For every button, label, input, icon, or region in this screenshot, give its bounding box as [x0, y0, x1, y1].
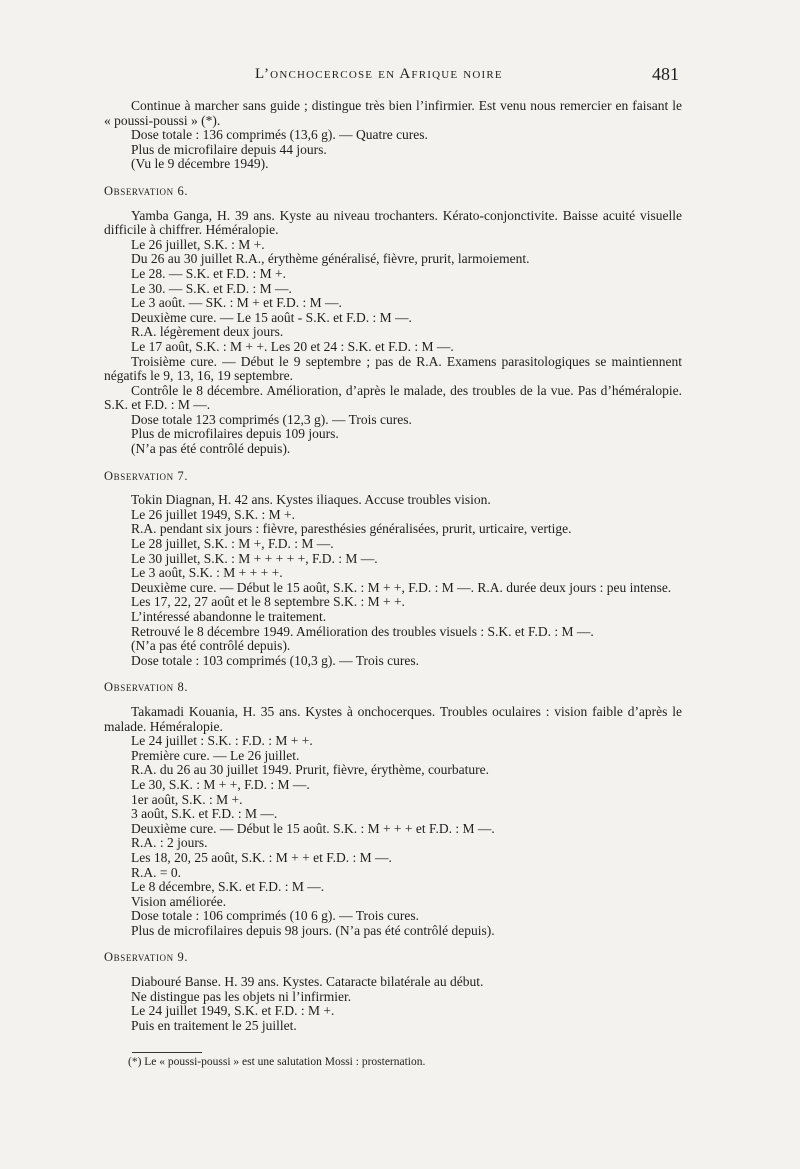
running-head [0, 66, 800, 90]
text-line: Ne distingue pas les objets ni l’infirmier. [131, 988, 352, 1004]
observation-heading: Observation 8. [104, 680, 189, 695]
text-line: Retrouvé le 8 décembre 1949. Amélioration des troubles visuels : S.K. et F.D. : M —. [131, 623, 594, 639]
text-line: Takamadi Kouania, H. 35 ans. Kystes à onchocerques. Troubles oculaires : vision faible d’après le malade. Héméralopie. [104, 703, 682, 734]
observation-block [104, 99, 682, 172]
text-line: R.A. du 26 au 30 juillet 1949. Prurit, fièvre, érythème, courbature. [131, 762, 490, 778]
text-line: Le 30, S.K. : M + +, F.D. : M —. [131, 776, 310, 792]
text-line: Dose totale : 106 comprimés (10 6 g). — Trois cures. [131, 908, 419, 924]
text-line: Deuxième cure. — Le 15 août - S.K. et F.D. : M —. [131, 309, 412, 325]
text-line: R.A. : 2 jours. [131, 835, 208, 851]
text-line: R.A. pendant six jours : fièvre, paresthésies généralisées, prurit, urticaire, vertige. [131, 521, 572, 537]
text-line: Deuxième cure. — Début le 15 août. S.K. : M + + + et F.D. : M —. [131, 820, 495, 836]
running-title: L’onchocercose en Afrique noire [255, 66, 503, 82]
observation-block [104, 469, 682, 669]
text-line: Le 24 juillet 1949, S.K. et F.D. : M +. [131, 1003, 335, 1019]
text-line: Le 28. — S.K. et F.D. : M +. [131, 265, 287, 281]
text-line: Le 30. — S.K. et F.D. : M —. [131, 280, 292, 296]
text-line: Le 8 décembre, S.K. et F.D. : M —. [131, 879, 325, 895]
text-line: Le 26 juillet 1949, S.K. : M +. [131, 506, 295, 522]
text-line: Première cure. — Le 26 juillet. [131, 747, 300, 763]
text-line: Yamba Ganga, H. 39 ans. Kyste au niveau trochanters. Kérato-conjonctivite. Baisse acuité visuelle difficile à chiffrer. Héméralopie. [104, 207, 682, 238]
text-line: Vision améliorée. [131, 893, 227, 909]
text-line: 1er août, S.K. : M +. [131, 791, 243, 807]
page-number: 481 [652, 64, 679, 84]
text-line: Dose totale : 103 comprimés (10,3 g). — Trois cures. [131, 652, 419, 668]
text-line: R.A. = 0. [131, 864, 181, 880]
observation-block [104, 950, 682, 1033]
text-line: Diabouré Banse. H. 39 ans. Kystes. Cataracte bilatérale au début. [131, 974, 484, 990]
observation-heading: Observation 7. [104, 468, 189, 483]
observation-heading: Observation 9. [104, 950, 189, 965]
text-line: Le 17 août, S.K. : M + +. Les 20 et 24 : S.K. et F.D. : M —. [131, 338, 454, 354]
text-line: Plus de microfilaires depuis 109 jours. [131, 426, 339, 442]
text-line: (N’a pas été contrôlé depuis). [131, 441, 291, 457]
text-line: R.A. légèrement deux jours. [131, 324, 284, 340]
text-line: Plus de microfilaires depuis 98 jours. (N’a pas été contrôlé depuis). [131, 922, 495, 938]
text-line: Du 26 au 30 juillet R.A., érythème généralisé, fièvre, prurit, larmoiement. [131, 251, 530, 267]
text-line: (Vu le 9 décembre 1949). [131, 156, 269, 172]
text-line: Le 24 juillet : S.K. : F.D. : M + +. [131, 733, 313, 749]
text-line: Les 18, 20, 25 août, S.K. : M + + et F.D. : M —. [131, 849, 392, 865]
text-line: Le 26 juillet, S.K. : M +. [131, 236, 265, 252]
observation-block [104, 680, 682, 938]
text-line: Deuxième cure. — Début le 15 août, S.K. : M + +, F.D. : M —. R.A. durée deux jours : peu intense. [131, 579, 672, 595]
footnote-divider [132, 1052, 202, 1053]
text-line: Le 3 août, S.K. : M + + + +. [131, 565, 283, 581]
text-line: Troisième cure. — Début le 9 septembre ; pas de R.A. Examens parasitologiques se maintiennent négatifs le 9, 13, 16, 19 septembre. [104, 353, 682, 384]
footnote: (*) Le « poussi-poussi » est une salutation Mossi : prosternation. [128, 1056, 426, 1068]
body-text [104, 99, 682, 1033]
text-line: Plus de microfilaire depuis 44 jours. [131, 141, 327, 157]
text-line: L’intéressé abandonne le traitement. [131, 609, 327, 624]
text-line: Dose totale 123 comprimés (12,3 g). — Trois cures. [131, 411, 412, 427]
text-line: Puis en traitement le 25 juillet. [131, 1017, 297, 1033]
text-line: Le 28 juillet, S.K. : M +, F.D. : M —. [131, 536, 334, 552]
text-line: Le 3 août. — SK. : M + et F.D. : M —. [131, 295, 342, 311]
observation-block [104, 184, 682, 457]
text-line: Tokin Diagnan, H. 42 ans. Kystes iliaques. Accuse troubles vision. [131, 492, 491, 508]
text-line: 3 août, S.K. et F.D. : M —. [131, 806, 278, 822]
text-line: Dose totale : 136 comprimés (13,6 g). — Quatre cures. [131, 127, 428, 143]
text-line: Contrôle le 8 décembre. Amélioration, d’après le malade, des troubles de la vue. Pas d’héméralopie. S.K. et F.D. : M —. [104, 382, 682, 413]
observation-heading: Observation 6. [104, 183, 189, 198]
text-line: Les 17, 22, 27 août et le 8 septembre S.K. : M + +. [131, 594, 405, 610]
text-line: Continue à marcher sans guide ; distingue très bien l’infirmier. Est venu nous remercier en faisant le « poussi-poussi » (*). [104, 98, 682, 128]
text-line: Le 30 juillet, S.K. : M + + + + +, F.D. : M —. [131, 550, 378, 566]
text-line: (N’a pas été contrôlé depuis). [131, 638, 291, 654]
